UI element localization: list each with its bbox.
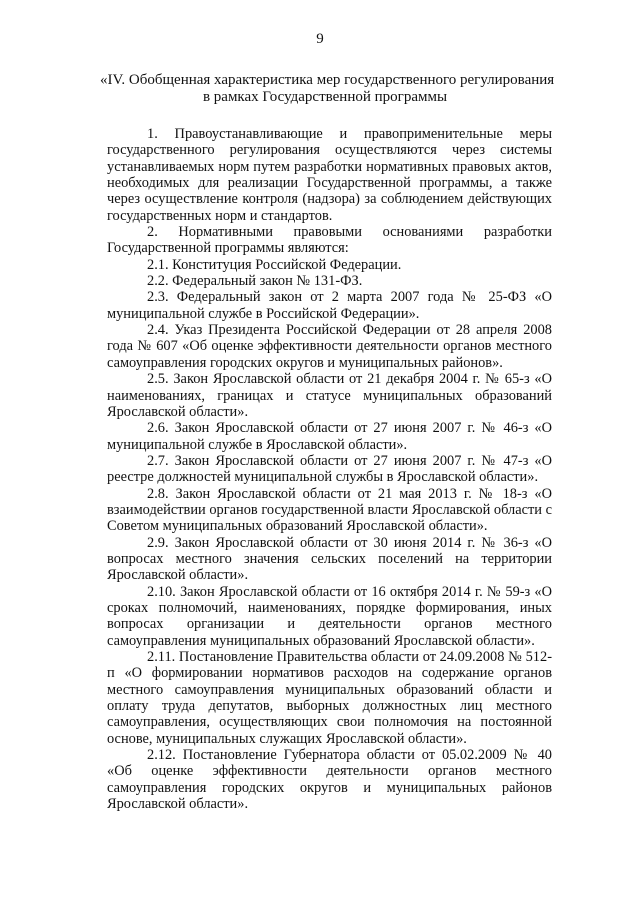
paragraph-2-3: 2.3. Федеральный закон от 2 марта 2007 года № 25-ФЗ «О муниципальной службе в Российской Федерации». [107, 289, 552, 322]
paragraph-2-7: 2.7. Закон Ярославской области от 27 июня 2007 г. № 47-з «О реестре должностей муниципальной службы в Ярославской области». [107, 452, 552, 486]
paragraph-2-5: 2.5. Закон Ярославской области от 21 декабря 2004 г. № 65-з «О наименованиях, границах и статусе муниципальных образований Ярославской области». [107, 371, 552, 420]
paragraph-2-2: 2.2. Федеральный закон № 131-ФЗ. [147, 273, 363, 290]
paragraph-2-11: 2.11. Постановление Правительства области от 24.09.2008 № 512-п «О формировании нормативов расходов на содержание органов местного самоуправления муниципальных образований области и оплату труда депутатов, выборных должностных лиц местного самоуправления, осуществляющих свои полномочия на постоянной основе, муниципальных служащих Ярославской области». [107, 649, 552, 747]
page-number: 9 [316, 31, 324, 47]
paragraph-2-9: 2.9. Закон Ярославской области от 30 июня 2014 г. № 36-з «О вопросах местного значения сельских поселений на территории Ярославской области». [107, 534, 552, 584]
section-heading-line-2: в рамках Государственной программы [202, 89, 448, 105]
paragraph-1: 1. Правоустанавливающие и правоприменительные меры государственного регулирования осуществляются через системы устанавливаемых норм путем разработки нормативных правовых актов, необходимых для реализации Государственной программы, а также через осуществление контроля (надзора) за соблюдением действующих государственных норм и стандартов. [107, 126, 552, 224]
section-heading [100, 72, 555, 106]
paragraph-2-10: 2.10. Закон Ярославской области от 16 октября 2014 г. № 59-з «О сроках полномочий, наименованиях, порядке формирования, иных вопросах организации и деятельности органов местного самоуправления муниципальных образований Ярославской области». [107, 583, 552, 649]
paragraph-2-8: 2.8. Закон Ярославской области от 21 мая 2013 г. № 18-з «О взаимодействии органов государственной власти Ярославской области с Советом муниципальных образований Ярославской области». [107, 485, 552, 535]
paragraph-2-12: 2.12. Постановление Губернатора области от 05.02.2009 № 40 «Об оценке эффективности деятельности органов местного самоуправления городских округов и муниципальных районов Ярославской области». [107, 747, 552, 813]
paragraph-2-1: 2.1. Конституция Российской Федерации. [147, 256, 402, 273]
paragraph-2-6: 2.6. Закон Ярославской области от 27 июня 2007 г. № 46-з «О муниципальной службе в Ярославской области». [107, 420, 552, 453]
paragraph-2-4: 2.4. Указ Президента Российской Федерации от 28 апреля 2008 года № 607 «Об оценке эффективности деятельности органов местного самоуправления городских округов и муниципальных районов». [107, 322, 552, 371]
section-heading-line-1: «IV. Обобщенная характеристика мер государственного регулирования [100, 72, 555, 88]
body-text [107, 126, 552, 812]
paragraph-2: 2. Нормативными правовыми основаниями разработки Государственной программы являются: [107, 224, 552, 257]
